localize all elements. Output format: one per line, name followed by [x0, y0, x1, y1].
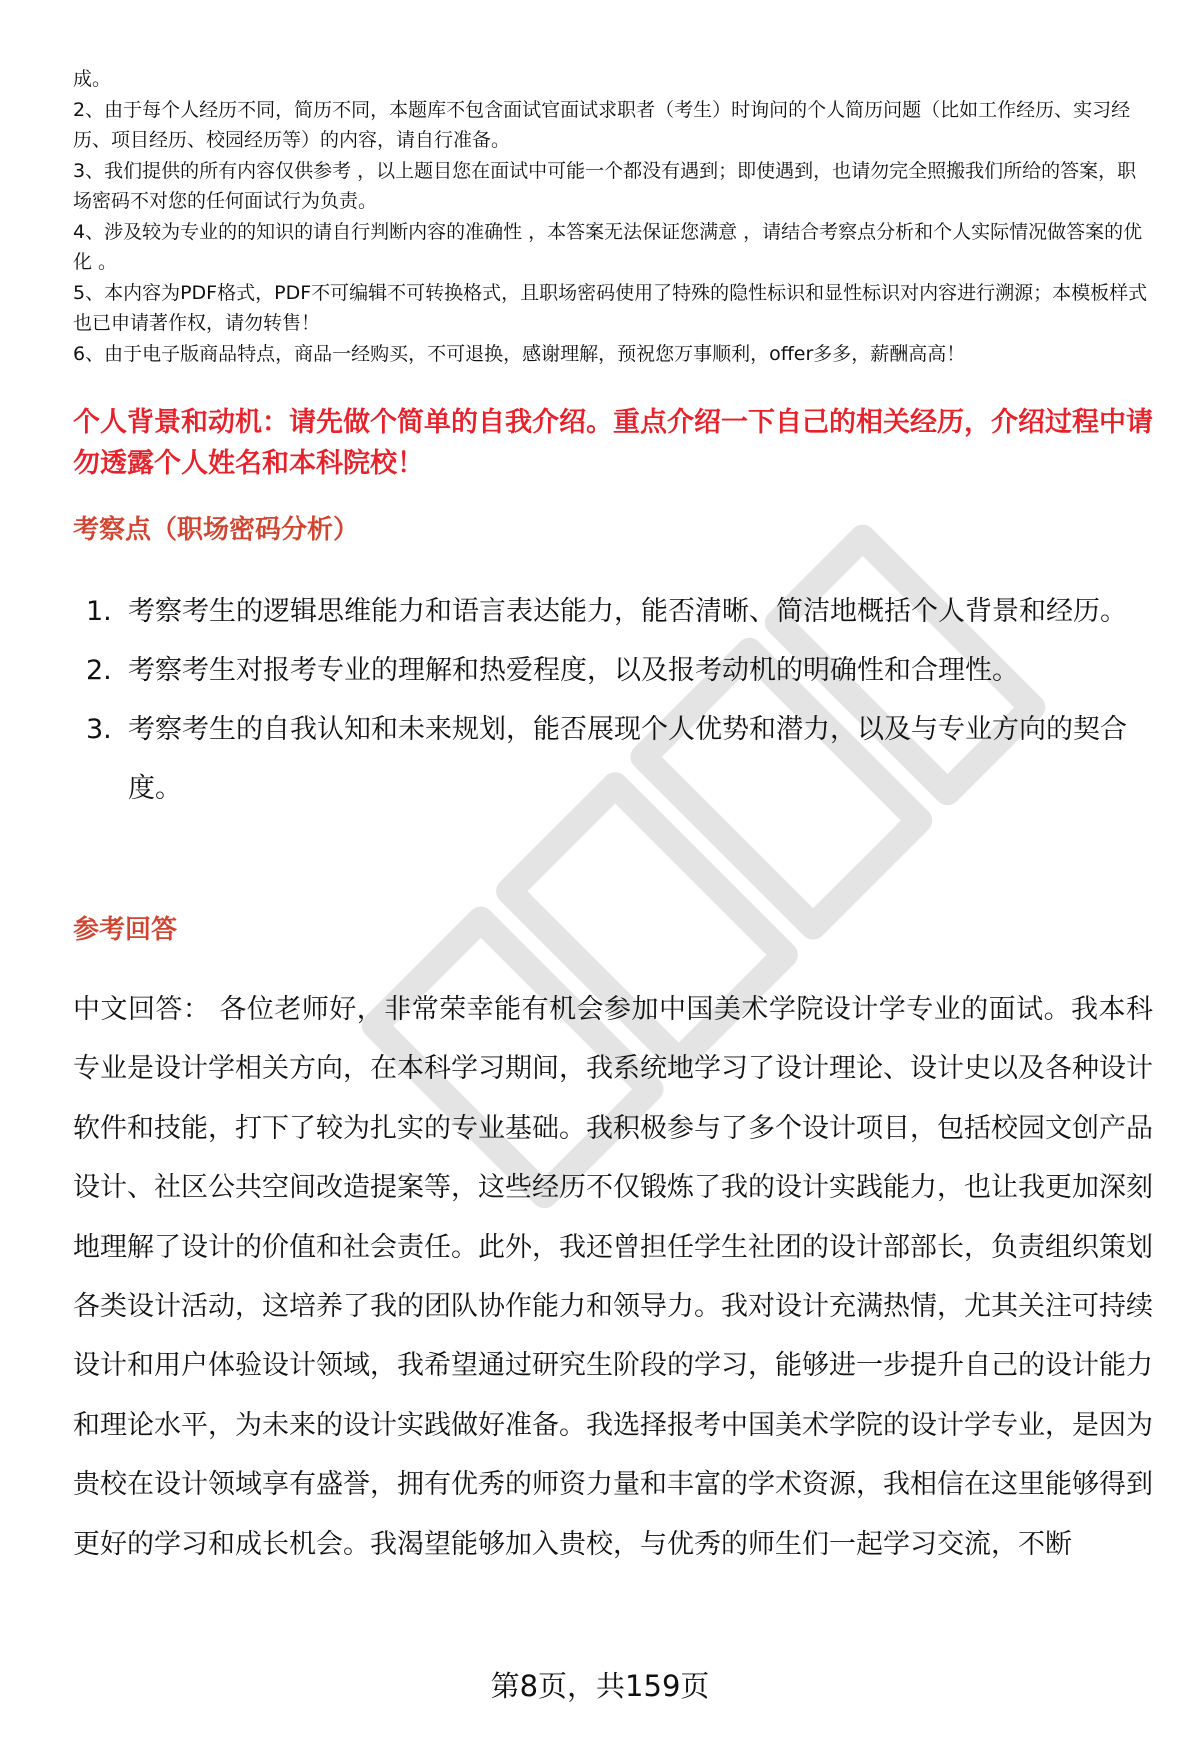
analysis-point [73, 700, 1153, 818]
note-line: 5、本内容为PDF格式，PDF不可编辑不可转换格式，且职场密码使用了特殊的隐性标识和显性标识对内容进行溯源；本模板样式也已申请著作权，请勿转售！ [73, 281, 1148, 334]
page-number: 第8页，共159页 [490, 1669, 710, 1703]
point-number: 2. [86, 655, 112, 686]
analysis-point [73, 582, 1153, 641]
note-line: 2、由于每个人经历不同，简历不同，本题库不包含面试官面试求职者（考生）时询问的个人简历问题（比如工作经历、实习经历、项目经历、校园经历等）的内容，请自行准备。 [73, 98, 1131, 151]
note-line: 6、由于电子版商品特点，商品一经购买，不可退换，感谢理解，预祝您万事顺利，offer多多，薪酬高高！ [73, 342, 966, 365]
answer-heading: 参考回答 [73, 915, 178, 945]
analysis-points [73, 582, 1153, 818]
note-line: 3、我们提供的所有内容仅供参考 ，以上题目您在面试中可能一个都没有遇到；即使遇到，也请勿完全照搬我们所给的答案，职场密码不对您的任何面试行为负责。 [73, 159, 1137, 212]
question-title: 个人背景和动机：请先做个简单的自我介绍。重点介绍一下自己的相关经历，介绍过程中请勿透露个人姓名和本科院校！ [73, 407, 1153, 479]
point-text: 考察考生的自我认知和未来规划，能否展现个人优势和潜力，以及与专业方向的契合度。 [128, 714, 1127, 804]
point-number: 3. [86, 714, 112, 745]
point-text: 考察考生对报考专业的理解和热爱程度，以及报考动机的明确性和合理性。 [128, 655, 1019, 686]
answer-text: 中文回答： 各位老师好，非常荣幸能有机会参加中国美术学院设计学专业的面试。我本科专业是设计学相关方向，在本科学习期间，我系统地学习了设计理论、设计史以及各种设计软件和技能，打下了较为扎实的专业基础。我积极参与了多个设计项目，包括校园文创产品设计、社区公共空间改造提案等，这些经历不仅锻炼了我的设计实践能力，也让我更加深刻地理解了设计的价值和社会责任。此外，我还曾担任学生社团的设计部部长，负责组织策划各类设计活动，这培养了我的团队协作能力和领导力。我对设计充满热情，尤其关注可持续设计和用户体验设计领域，我希望通过研究生阶段的学习，能够进一步提升自己的设计能力和理论水平，为未来的设计实践做好准备。我选择报考中国美术学院的设计学专业，是因为贵校在设计领域享有盛誉，拥有优秀的师资力量和丰富的学术资源，我相信在这里能够得到更好的学习和成长机会。我渴望能够加入贵校，与优秀的师生们一起学习交流，不断 [73, 994, 1153, 1560]
note-line: 4、涉及较为专业的的知识的请自行判断内容的准确性 ，本答案无法保证您满意 ，请结合考察点分析和个人实际情况做答案的优化 。 [73, 220, 1143, 273]
analysis-point [73, 641, 1153, 700]
notes-block [73, 64, 1153, 369]
note-line: 成。 [73, 68, 112, 90]
analysis-heading: 考察点（职场密码分析） [73, 515, 360, 545]
point-text: 考察考生的逻辑思维能力和语言表达能力，能否清晰、简洁地概括个人背景和经历。 [128, 596, 1127, 627]
point-number: 1. [86, 596, 112, 627]
